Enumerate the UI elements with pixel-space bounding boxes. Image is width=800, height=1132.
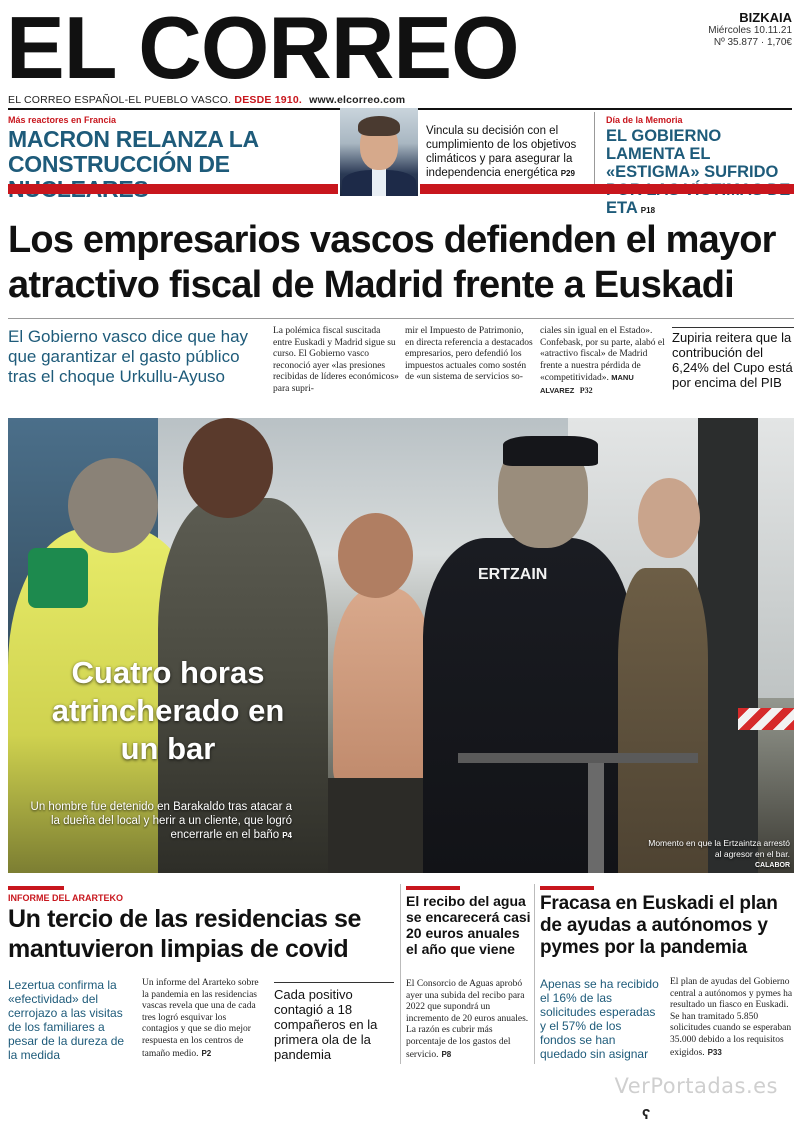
teaser-eta-page: P18 [640,206,656,215]
photo-detained-torso [333,588,433,788]
tagline [8,94,405,106]
teaser-eta-headline-text: EL GOBIERNO LAMENTA EL «ESTIGMA» SUFRIDO ETA [606,127,779,217]
photo-officer-cap [503,436,598,466]
website-link[interactable]: www.elcorreo.com [309,94,406,106]
bottom-right-summary: Apenas se ha recibido el 16% de las solicitudes esperadas y el 57% de los fondos se han quedado sin asignar [540,977,659,1061]
teaser-macron-headline: MACRON RELANZA LA CONSTRUCCIÓN DE [8,126,259,177]
photo-summary [28,800,292,843]
photo-credit: CALABOR [755,862,790,869]
lead-side-note[interactable]: Zupiria reitera que la contribución del 6,24% del Cupo está por encima del PIB [672,330,793,390]
photo-man-head [183,418,273,518]
lead-summary: El Gobierno vasco dice que hay que garantizar el gasto público tras el choque Urkullu-Ayuso [8,327,249,386]
lead-body-col1: La polémica fiscal suscitada entre Euskadi y Madrid sigue su curso. El Gobierno vasco reconoció ayer «las presiones recibidas de líderes económicos» para supri- [273,326,399,394]
photo-summary-text: Un hombre fue detenido en Barakaldo tras atacar a la dueña del local y herir a un cliente, que logró encerrarle en el baño [30,801,292,841]
lead-body-col3 [540,326,668,398]
teaser-energy-text: Vincula su decisión con el cumplimiento de los objetivos climáticos y para asegurar la independencia energética [426,125,577,179]
bottom-left-body-text: Un informe del Ararteko sobre la pandemia en las residencias vascas revela que una de cada tres logró esquivar los contagios y que se dio mejor respuesta en los centros de tamaño medio. [142,978,259,1059]
masthead-title: EL CORREO [6,0,519,97]
bottom-left-kicker: INFORME DEL ARARTEKO [8,893,124,903]
bottom-middle-headline[interactable]: El recibo del agua se encarecerá casi 20 euros anuales el año que viene [406,893,531,957]
side-rule [672,327,794,328]
bottom-left-summary: Lezertua confirma la «efectividad» del cerrojazo a las visitas de los familiares a pesar de la dureza de la medida [8,978,125,1062]
edition-region: BIZKAIA [739,10,792,25]
macron-photo[interactable] [340,108,418,196]
photo-bar-table [458,753,698,763]
edition-info [708,10,792,49]
tagline-since: DESDE 1910. [234,94,302,106]
bottom-middle-tick [406,886,460,890]
bottom-left-headline[interactable]: Un tercio de las residencias se mantuvieron limpias de covid [8,905,362,963]
bottom-right-tick [540,886,594,890]
bottom-left-page: P2 [201,1048,212,1058]
photo-caption [640,838,790,871]
main-photo[interactable] [8,418,794,873]
bottom-left-body [142,978,264,1060]
edition-issue: Nº 35.877 · 1,70€ [713,37,792,48]
edition-date: Miércoles 10.11.21 [708,25,792,36]
photo-detained-head [338,513,413,598]
photo-detained-trousers [328,778,438,873]
teaser-eta-headline [606,127,794,220]
tagline-text: EL CORREO ESPAÑOL-EL PUEBLO VASCO. [8,94,232,106]
photo-police-tape [738,708,794,730]
bottom-middle-page: P8 [441,1049,452,1059]
teaser-macron-kicker: Más reactores en Francia [8,115,117,125]
red-bar-right [420,184,794,194]
teaser-energy-page: P29 [560,169,575,178]
bottom-right-body-text: El plan de ayudas del Gobierno central a autónomos y pymes ha resultado un fiasco en Euskadi. Se han tramitado 5.850 solicitudes cuando se esperaban 35.000 debido a los requisitos exigidos. [670,977,793,1058]
bottom-left-side[interactable]: Cada positivo contagió a 18 compañeros en la primera ola de la pandemia [274,987,378,1062]
bottom-right-body [670,977,796,1059]
photo-caption-text: Momento en que la Ertzaintza arrestó al agresor en el bar. [648,838,790,859]
photo-shirt [372,168,386,196]
bottom-middle-body-text: El Consorcio de Aguas aprobó ayer una subida del recibo para 2022 que supondrá un incremento de 20 euros anuales. La razón es cubrir más porcentaje de los gastos del servicio. [406,979,529,1060]
teaser-energy[interactable] [426,124,586,181]
photo-page: P4 [282,831,292,840]
bottom-middle-body [406,979,532,1061]
lead-byline: MANU ALVAREZ [540,373,634,395]
photo-right-man [618,568,708,873]
teaser-eta-kicker: Día de la Memoria [606,115,683,125]
photo-headline: Cuatro horas atrincherado en un bar [51,655,285,766]
watermark: VerPortadas.es [614,1074,778,1098]
bottom-left-side-rule [274,982,394,983]
bottom-right-page: P33 [707,1047,722,1057]
bottom-divider-1 [400,884,401,1064]
photo-hair [358,116,400,136]
photo-officer-vest-text: ERTZAIN [478,566,548,583]
photo-right-man-head [638,478,700,558]
lead-body-col3-text: ciales sin igual en el Estado». Confebask, por su parte, alabó el «atractivo fiscal» de Madrid frente a nuestra pérdida de «competitividad». [540,326,665,384]
lead-page: P32 [579,385,593,395]
footer-mark: ʕ [642,1106,651,1123]
lead-headline[interactable]: Los empresarios vascos defienden el mayor atractivo fiscal de Madrid frente a Euskadi [8,219,776,306]
red-bar-left [8,184,338,194]
bottom-left-tick [8,886,64,890]
lead-body-col2: mir el Impuesto de Patrimonio, en directa referencia a destacados empresarios, pero defendió los impuestos actuales como sostén de «un sistema de servicios so- [405,326,533,383]
photo-table-leg [588,763,604,873]
lead-rule [8,318,794,319]
teaser-eta[interactable] [606,115,794,220]
bottom-right-headline[interactable]: Fracasa en Euskadi el plan de ayudas a autónomos y pymes por la pandemia [540,893,778,958]
teaser-divider [594,112,595,184]
photo-medical-logo [28,548,88,608]
bottom-divider-2 [534,884,535,1064]
photo-paramedic-head [68,458,158,553]
